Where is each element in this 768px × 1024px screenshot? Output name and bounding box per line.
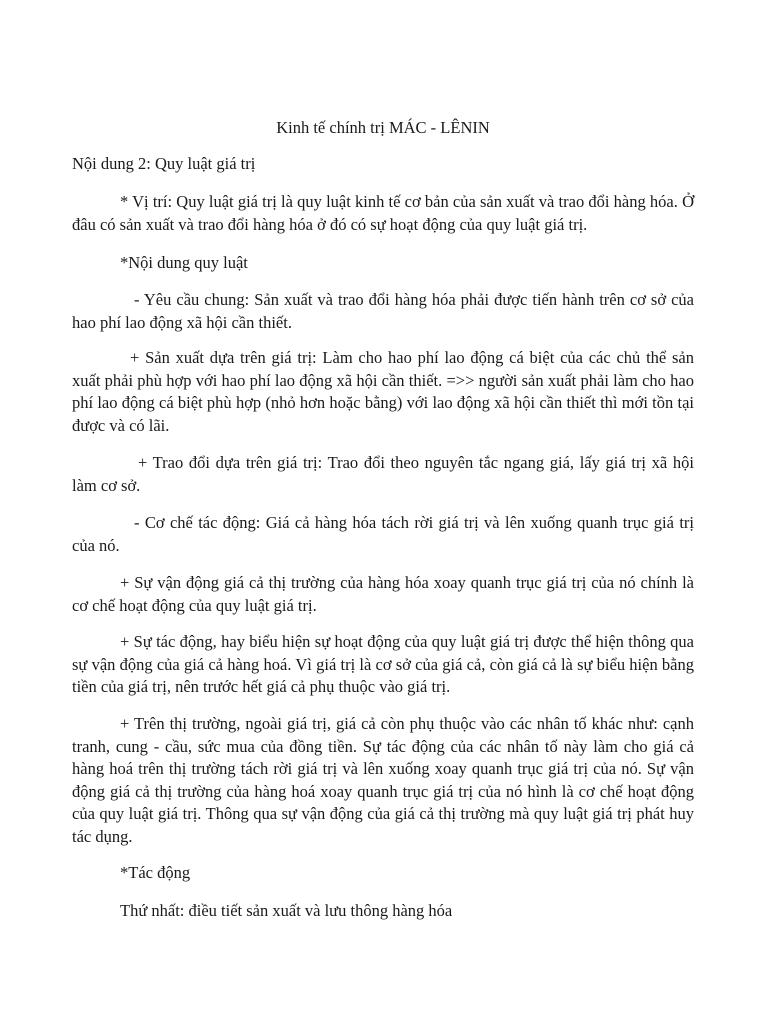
paragraph-exchange-based-on-value: + Trao đổi dựa trên giá trị: Trao đổi theo nguyên tắc ngang giá, lấy giá trị xã hội làm cơ sở. xyxy=(72,453,694,495)
paragraph-price-movement: + Sự vận động giá cả thị trường của hàng hóa xoay quanh trục giá trị của nó chính là cơ chế hoạt động của quy luật giá trị. xyxy=(72,573,694,615)
effect-first: Thứ nhất: điều tiết sản xuất và lưu thông hàng hóa xyxy=(120,901,453,920)
paragraph-impact-expression: + Sự tác động, hay biểu hiện sự hoạt động của quy luật giá trị được thể hiện thông qua sự vận động của giá cả hàng hoá. Vì giá trị là cơ sở của giá cả, còn giá cả là sự biểu hiện bằng tiền của giá trị, nên trước hết giá cả phụ thuộc vào giá trị. xyxy=(72,632,694,696)
paragraph-position: * Vị trí: Quy luật giá trị là quy luật kinh tế cơ bản của sản xuất và trao đổi hàng hóa. Ở đâu có sản xuất và trao đổi hàng hóa ở đó có sự hoạt động của quy luật giá trị. xyxy=(72,192,694,234)
paragraph-market-factors: + Trên thị trường, ngoài giá trị, giá cả còn phụ thuộc vào các nhân tố khác như: cạnh tranh, cung - cầu, sức mua của đồng tiền. Sự tác động của các nhân tố này làm cho giá cả hàng hoá trên thị trường tách rời giá trị và lên xuống xoay quanh trục giá trị của nó. Sự vận động giá cả thị trường của hàng hoá xoay quanh trục giá trị của nó hình là cơ chế hoạt động của quy luật giá trị. Thông qua sự vận động của giá cả thị trường mà quy luật giá trị phát huy tác dụng. xyxy=(72,714,694,846)
subheading-effects: *Tác động xyxy=(120,863,191,882)
section-heading: Nội dung 2: Quy luật giá trị xyxy=(72,154,256,173)
subheading-content: *Nội dung quy luật xyxy=(120,253,248,272)
document-page xyxy=(72,0,694,1024)
paragraph-general-requirement: - Yêu cầu chung: Sản xuất và trao đổi hàng hóa phải được tiến hành trên cơ sở của hao phí lao động xã hội cần thiết. xyxy=(72,290,694,332)
paragraph-production-based-on-value: + Sản xuất dựa trên giá trị: Làm cho hao phí lao động cá biệt của các chủ thể sản xuất phải phù hợp với hao phí lao động xã hội cần thiết. =>> người sản xuất phải làm cho hao phí lao động cá biệt phù hợp (nhỏ hơn hoặc bằng) với lao động xã hội cần thiết thì mới tồn tại được và có lãi. xyxy=(72,348,694,435)
paragraph-mechanism: - Cơ chế tác động: Giá cả hàng hóa tách rời giá trị và lên xuống quanh trục giá trị của nó. xyxy=(72,513,694,555)
document-title: Kinh tế chính trị MÁC - LÊNIN xyxy=(276,118,490,137)
